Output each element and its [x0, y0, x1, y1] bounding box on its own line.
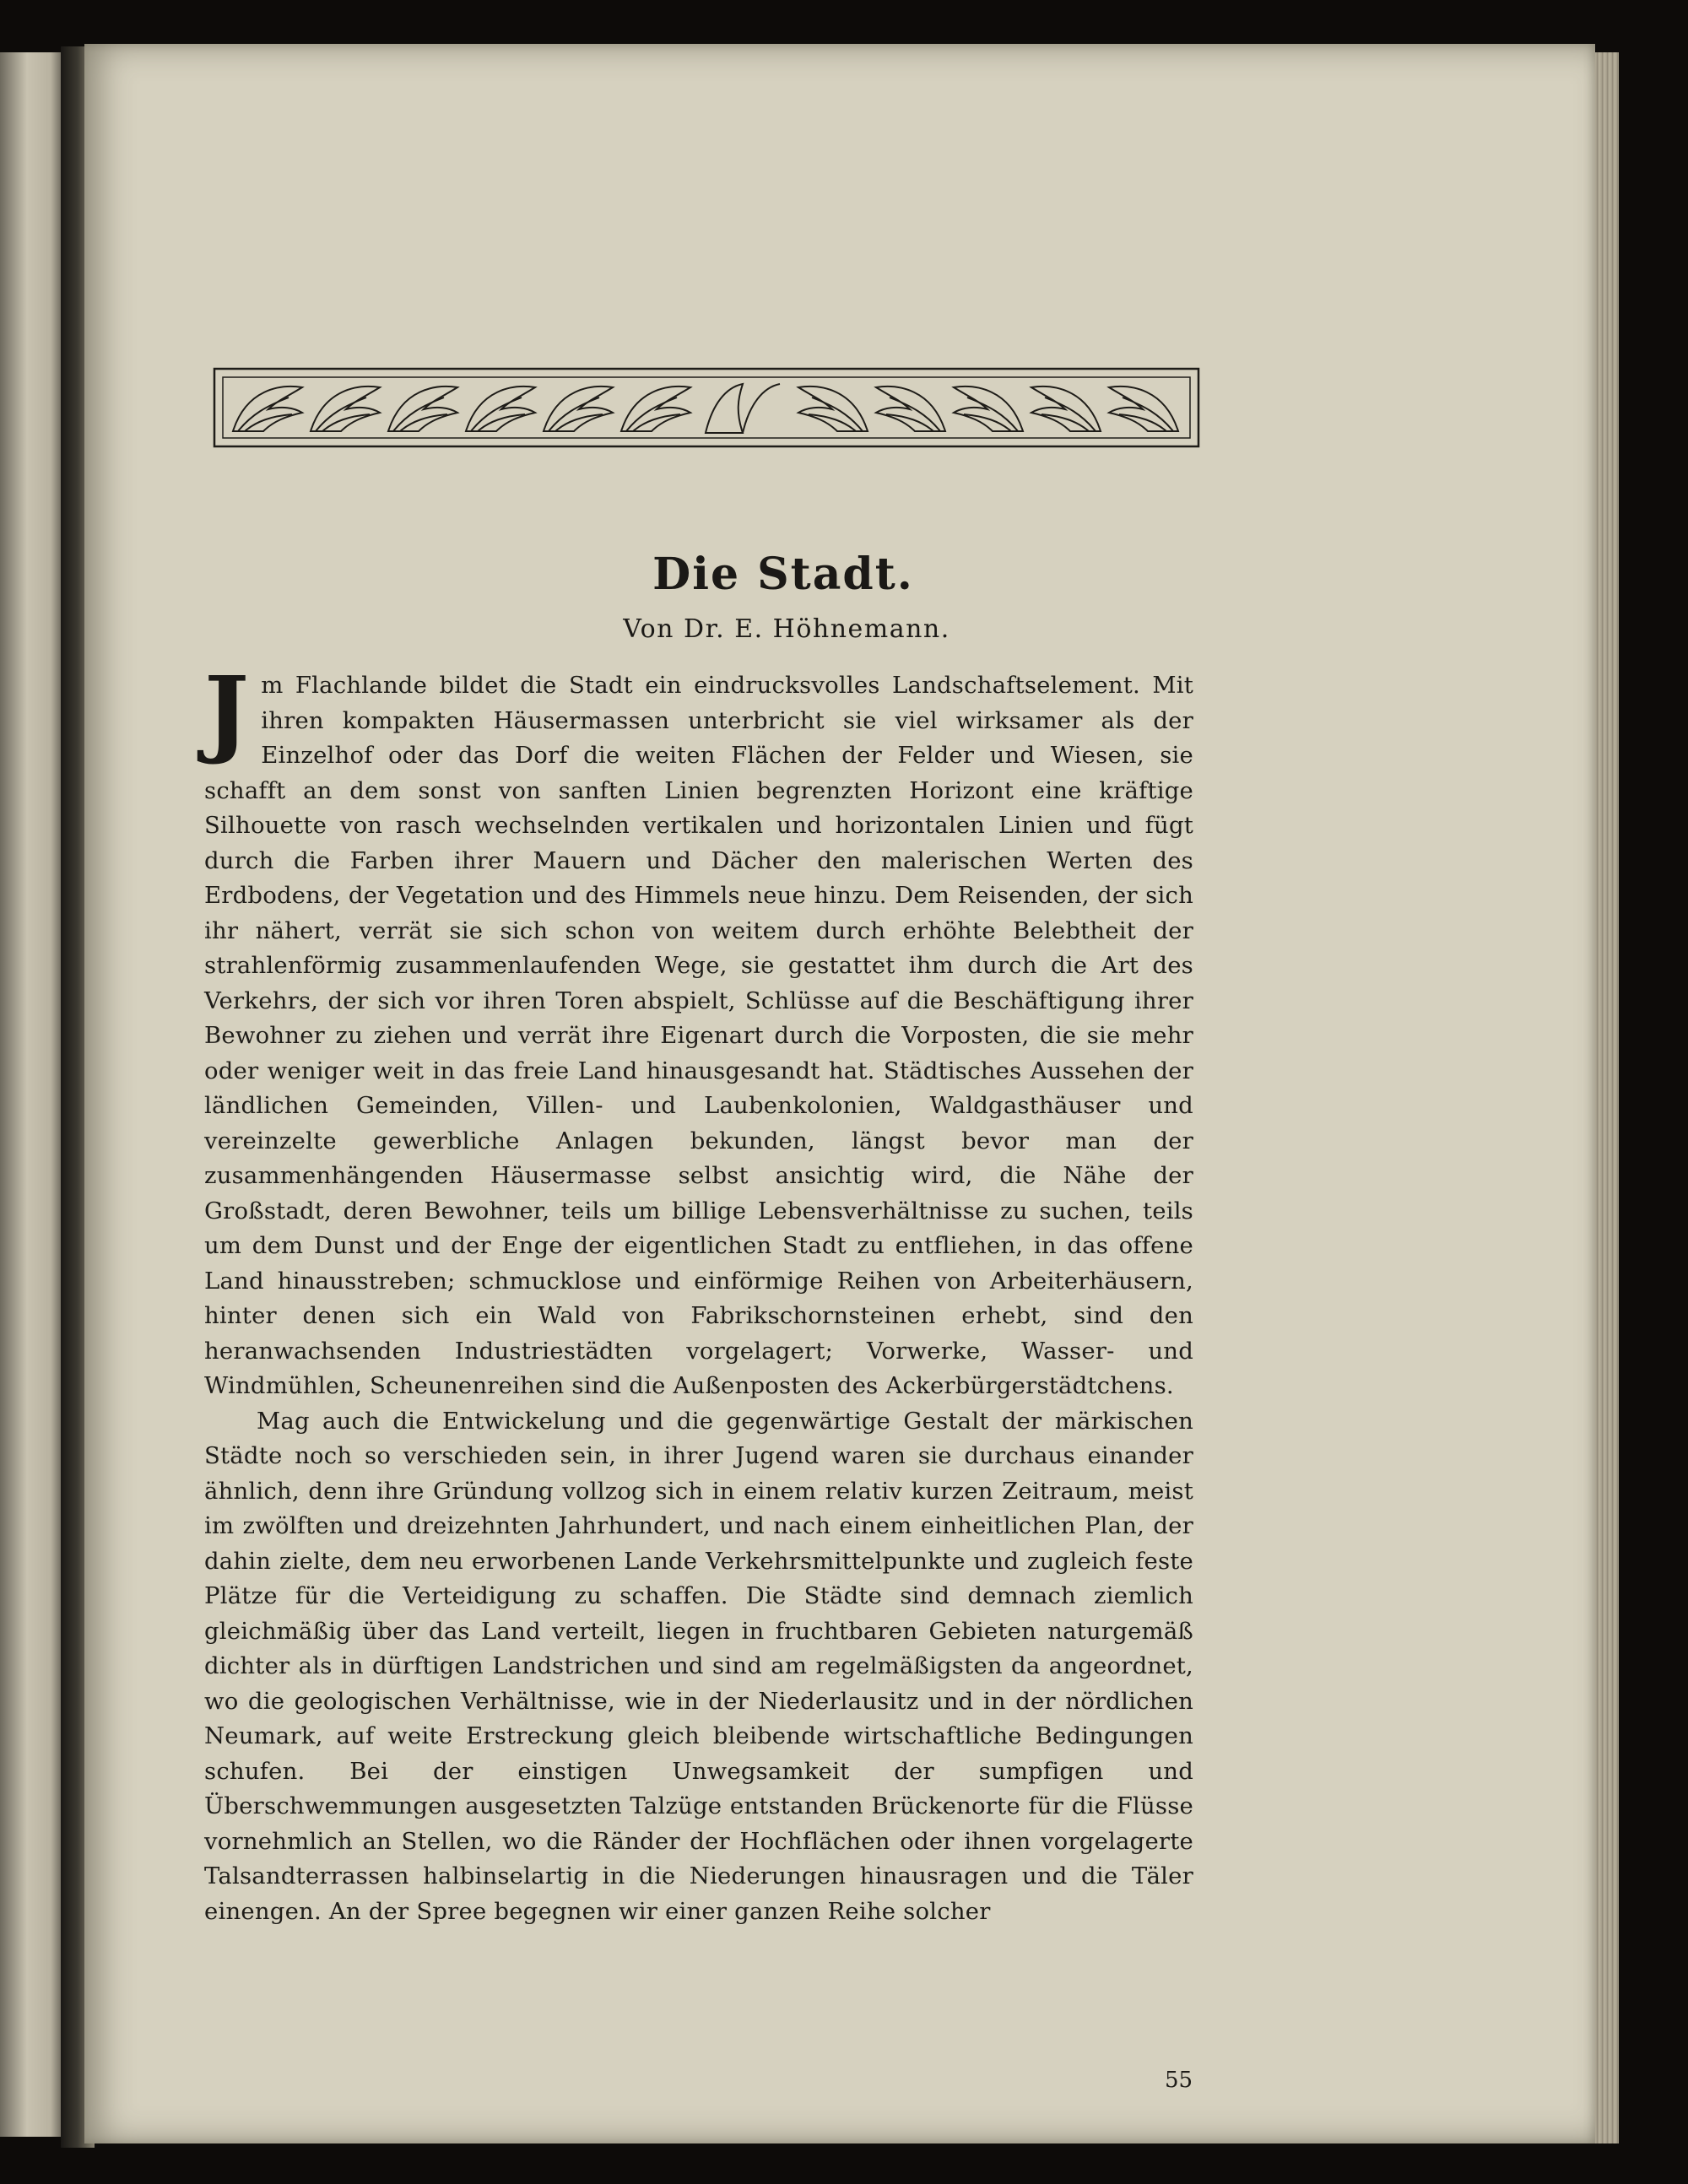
paragraph-2 — [204, 1404, 1193, 1930]
page-number: 55 — [1165, 2068, 1193, 2093]
author-line: Von Dr. E. Höhnemann. — [623, 614, 950, 644]
article-body — [204, 657, 1193, 1929]
page-title: Die Stadt. — [652, 549, 914, 600]
drop-cap: J — [204, 657, 250, 767]
paragraph-1 — [204, 657, 1193, 1404]
ornamental-border-icon — [213, 367, 1200, 448]
paragraph-text: m Flachlande bildet die Stadt ein eindrucksvolles Landschaftselement. Mit ihren kompakten Häusermassen unterbricht sie viel wirksamer als der Einzelhof oder das Dorf die weiten Flächen der Felder und Wiesen, sie schafft an dem sonst von sanften Linien begrenzten Horizont eine kräftige Silhouette von rasch wechselnden vertikalen und horizontalen Linien und fügt durch die Farben ihrer Mauern und Dächer den malerischen Werten des Erdbodens, der Vegetation und des Himmels neue hinzu. Dem Reisenden, der sich ihr nähert, verrät sie sich schon von weitem durch erhöhte Belebtheit der strahlenförmig zusammenlaufenden Wege, sie gestattet ihm durch die Art des Verkehrs, der sich vor ihren Toren abspielt, Schlüsse auf die Beschäftigung ihrer Bewohner zu ziehen und verrät ihre Eigenart durch die Vorposten, die sie mehr oder weniger weit in das freie Land hinausgesandt hat. Städtisches Aussehen der ländlichen Gemeinden, Villen- und Laubenkolonien, Waldgasthäuser und vereinzelte gewerbliche Anlagen bekunden, längst bevor man der zusammenhängenden Häusermasse selbst ansichtig wird, die Nähe der Großstadt, deren Bewohner, teils um billige Lebensverhältnisse zu suchen, teils um dem Dunst und der Enge der eigentlichen Stadt zu entfliehen, in das offene Land hinausstreben; schmucklose und einförmige Reihen von Arbeiterhäusern, hinter denen sich ein Wald von Fabrikschornsteinen erhebt, sind den heranwachsenden Industriestädten vorgelagert; Vorwerke, Wasser- und Windmühlen, Scheunenreihen sind die Außenposten des Ackerbürgerstädtchens. — [204, 672, 1193, 1399]
left-page-edge — [0, 52, 68, 2137]
paragraph-text: Mag auch die Entwickelung und die gegenwärtige Gestalt der märkischen Städte noch so verschieden sein, in ihrer Jugend waren sie durchaus einander ähnlich, denn ihre Gründung vollzog sich in einem relativ kurzen Zeitraum, meist im zwölften und dreizehnten Jahrhundert, und nach einem einheitlichen Plan, der dahin zielte, dem neu erworbenen Lande Verkehrsmittelpunkte und zugleich feste Plätze für die Verteidigung zu schaffen. Die Städte sind demnach ziemlich gleichmäßig über das Land verteilt, liegen in fruchtbaren Gebieten naturgemäß dichter als in dürftigen Landstrichen und sind am regelmäßigsten da angeordnet, wo die geologischen Verhältnisse, wie in der Niederlausitz und in der nördlichen Neumark, auf weite Erstreckung gleich bleibende wirtschaftliche Bedingungen schufen. Bei der einstigen Unwegsamkeit der sumpfigen und Überschwemmungen ausgesetzten Talzüge entstanden Brückenorte für die Flüsse vornehmlich an Stellen, wo die Ränder der Hochflächen oder ihnen vorgelagerte Talsandterrassen halbinselartig in die Niederungen hinausragen und die Täler einengen. An der Spree begegnen wir einer ganzen Reihe solcher — [204, 1407, 1193, 1925]
